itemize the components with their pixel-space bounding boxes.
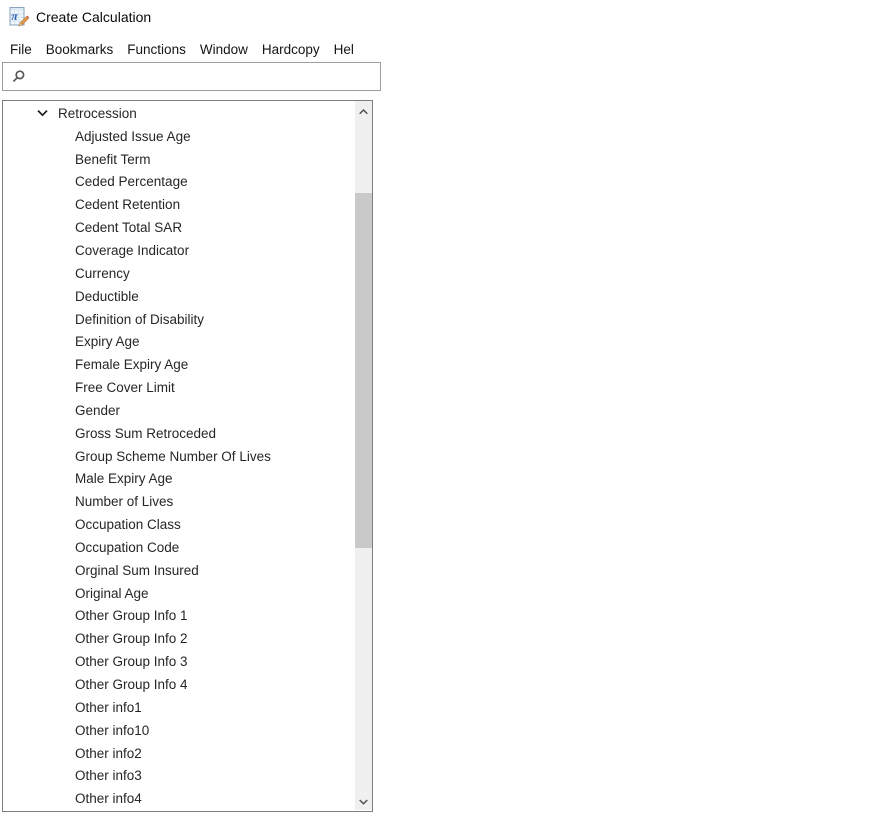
tree-item[interactable]: Other info1 bbox=[75, 699, 142, 715]
tree-node-retrocession[interactable] bbox=[3, 102, 355, 125]
tree-item[interactable]: Free Cover Limit bbox=[75, 380, 175, 396]
menu-item-window[interactable]: Window bbox=[199, 42, 248, 57]
search-input[interactable] bbox=[26, 67, 380, 87]
tree-item[interactable]: Other info2 bbox=[75, 745, 142, 761]
tree-item[interactable]: Other Group Info 1 bbox=[75, 608, 188, 624]
tree-item[interactable]: Currency bbox=[75, 265, 130, 281]
vertical-scrollbar[interactable] bbox=[355, 101, 372, 810]
pi-pencil-document-icon bbox=[9, 7, 29, 27]
tree-item[interactable]: Other info10 bbox=[75, 722, 150, 738]
tree-item[interactable]: Occupation Class bbox=[75, 517, 181, 533]
tree-item[interactable]: Original Age bbox=[75, 585, 149, 601]
tree-item[interactable]: Other Group Info 3 bbox=[75, 654, 188, 670]
scroll-up-button[interactable] bbox=[355, 102, 372, 119]
menu-item-hardcopy[interactable]: Hardcopy bbox=[261, 42, 320, 57]
search-icon bbox=[11, 69, 26, 84]
tree-item[interactable]: Adjusted Issue Age bbox=[75, 128, 191, 144]
variable-tree bbox=[3, 102, 355, 811]
variable-list-panel bbox=[2, 100, 373, 812]
tree-item[interactable]: Female Expiry Age bbox=[75, 357, 189, 373]
tree-item[interactable]: Male Expiry Age bbox=[75, 471, 173, 487]
menu-item-help[interactable]: Hel bbox=[333, 42, 354, 57]
tree-item[interactable]: Other Group Info 4 bbox=[75, 677, 188, 693]
tree-item[interactable]: Gender bbox=[75, 402, 121, 418]
menu-item-functions[interactable]: Functions bbox=[127, 42, 186, 57]
tree-item[interactable]: Other info4 bbox=[75, 791, 142, 807]
tree-node-label: Retrocession bbox=[58, 105, 137, 121]
tree-item[interactable]: Ceded Percentage bbox=[75, 174, 188, 190]
search-box bbox=[2, 62, 381, 91]
tree-item[interactable]: Gross Sum Retroceded bbox=[75, 425, 217, 441]
scrollbar-thumb[interactable] bbox=[355, 193, 372, 548]
menu-item-file[interactable]: File bbox=[10, 42, 32, 57]
tree-item[interactable]: Definition of Disability bbox=[75, 311, 205, 327]
tree-children bbox=[3, 125, 355, 810]
window-title: Create Calculation bbox=[36, 9, 152, 25]
create-calculation-window bbox=[0, 0, 374, 826]
chevron-down-icon[interactable] bbox=[37, 109, 49, 117]
tree-item[interactable]: Deductible bbox=[75, 288, 139, 304]
tree-item[interactable]: Other info3 bbox=[75, 768, 142, 784]
tree-item[interactable]: Orginal Sum Insured bbox=[75, 562, 199, 578]
tree-item[interactable]: Occupation Code bbox=[75, 539, 180, 555]
scroll-down-button[interactable] bbox=[355, 792, 372, 809]
svg-text:π: π bbox=[11, 9, 18, 24]
title-bar bbox=[9, 6, 151, 28]
tree-item[interactable]: Cedent Total SAR bbox=[75, 220, 183, 236]
tree-item[interactable]: Number of Lives bbox=[75, 494, 174, 510]
tree-item[interactable]: Cedent Retention bbox=[75, 197, 181, 213]
tree-item[interactable]: Expiry Age bbox=[75, 334, 140, 350]
menu-bar bbox=[0, 38, 374, 61]
menu-item-bookmarks[interactable]: Bookmarks bbox=[45, 42, 114, 57]
tree-item[interactable]: Other Group Info 2 bbox=[75, 631, 188, 647]
tree-item[interactable]: Group Scheme Number Of Lives bbox=[75, 448, 271, 464]
chevron-up-icon bbox=[359, 102, 368, 120]
tree-item[interactable]: Benefit Term bbox=[75, 151, 151, 167]
chevron-down-icon bbox=[359, 792, 368, 810]
tree-item[interactable]: Coverage Indicator bbox=[75, 242, 190, 258]
